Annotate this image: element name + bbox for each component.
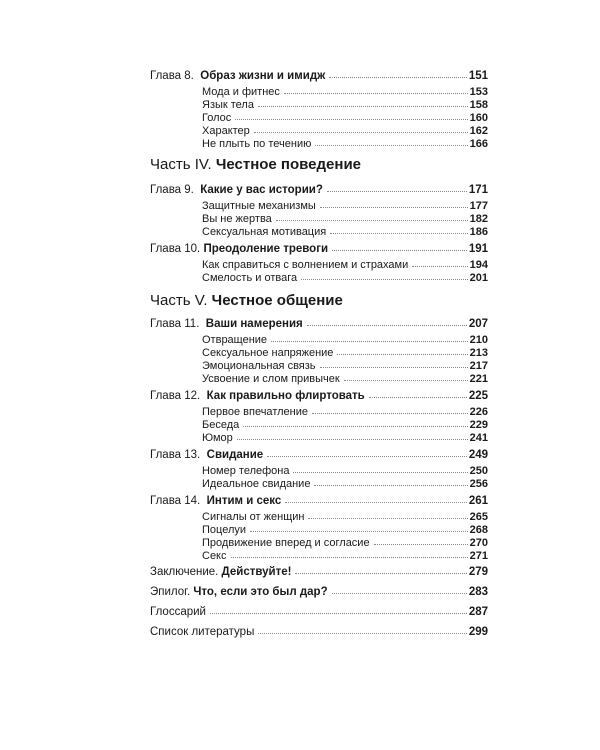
toc-chapter-8[interactable]: [150, 70, 488, 83]
page-number: 213: [469, 347, 488, 359]
toc-subsection[interactable]: [150, 125, 488, 138]
page-number: 279: [468, 566, 488, 578]
leader-dots: [258, 632, 466, 634]
page-number: 160: [469, 112, 488, 124]
page-number: 210: [469, 334, 488, 346]
toc-subsection[interactable]: [150, 360, 488, 373]
leader-dots: [332, 249, 467, 251]
subsection-label: Продвижение вперед и согласие: [202, 537, 370, 549]
leader-dots: [374, 543, 468, 545]
part-title: Честное общение: [211, 292, 343, 309]
page-number: 241: [469, 432, 488, 444]
toc-subsection[interactable]: [150, 419, 488, 432]
toc-subsection[interactable]: [150, 478, 488, 491]
leader-dots: [412, 265, 467, 267]
leader-dots: [301, 278, 468, 280]
page-number: 191: [468, 243, 488, 255]
leader-dots: [258, 105, 468, 107]
leader-dots: [271, 340, 468, 342]
page-number: 225: [468, 390, 488, 402]
leader-dots: [312, 412, 468, 414]
toc-subsection[interactable]: [150, 373, 488, 386]
leader-dots: [307, 324, 467, 326]
page-number: 249: [468, 449, 488, 461]
page-number: 268: [469, 524, 488, 536]
leader-dots: [295, 572, 466, 574]
page-number: 287: [468, 606, 488, 618]
chapter-title: Преодоление тревоги: [203, 243, 329, 255]
toc-conclusion[interactable]: [150, 566, 488, 579]
leader-dots: [332, 592, 467, 594]
page-number: 261: [468, 495, 488, 507]
toc-subsection[interactable]: [150, 226, 488, 239]
subsection-label: Первое впечатление: [202, 406, 308, 418]
subsection-label: Сексуальная мотивация: [202, 226, 327, 238]
leader-dots: [250, 530, 468, 532]
toc-subsection[interactable]: [150, 511, 488, 524]
leader-dots: [237, 438, 468, 440]
page-number: 265: [469, 511, 488, 523]
section-prefix: Заключение.: [150, 566, 219, 578]
page-number: 171: [468, 184, 488, 196]
page-number: 177: [469, 200, 488, 212]
toc-subsection[interactable]: [150, 213, 488, 226]
page-number: 201: [469, 272, 488, 284]
leader-dots: [315, 144, 467, 146]
page-number: 299: [468, 626, 488, 638]
leader-dots: [231, 556, 468, 558]
page-number: 270: [469, 537, 488, 549]
toc-chapter-11[interactable]: [150, 318, 488, 331]
toc-part-5[interactable]: [150, 292, 343, 309]
subsection-label: Смелость и отвага: [202, 272, 298, 284]
page-number: 283: [468, 586, 488, 598]
chapter-prefix: Глава 12.: [150, 390, 201, 402]
toc-chapter-14[interactable]: [150, 495, 488, 508]
section-label: Глоссарий: [150, 606, 206, 618]
toc-chapter-13[interactable]: [150, 449, 488, 462]
page-number: 256: [469, 478, 488, 490]
page-number: 221: [469, 373, 488, 385]
page-number: 162: [469, 125, 488, 137]
page-number: 186: [469, 226, 488, 238]
toc-subsection[interactable]: [150, 334, 488, 347]
toc-subsection[interactable]: [150, 406, 488, 419]
page-number: 217: [469, 360, 488, 372]
toc-subsection[interactable]: [150, 86, 488, 99]
page-number: 250: [469, 465, 488, 477]
chapter-prefix: Глава 9.: [150, 184, 194, 196]
leader-dots: [284, 92, 468, 94]
subsection-label: Как справиться с волнением и страхами: [202, 259, 409, 271]
toc-part-4[interactable]: [150, 156, 361, 173]
leader-dots: [337, 353, 467, 355]
subsection-label: Не плыть по течению: [202, 138, 312, 150]
leader-dots: [314, 484, 467, 486]
page-number: 229: [469, 419, 488, 431]
page-number: 182: [469, 213, 488, 225]
subsection-label: Характер: [202, 125, 250, 137]
part-prefix: Часть V.: [150, 292, 208, 309]
chapter-title: Ваши намерения: [205, 318, 303, 330]
subsection-label: Сексуальное напряжение: [202, 347, 334, 359]
page-number: 151: [468, 70, 488, 82]
part-prefix: Часть IV.: [150, 156, 212, 173]
page-number: 194: [469, 259, 488, 271]
subsection-label: Мода и фитнес: [202, 86, 280, 98]
toc-chapter-10[interactable]: [150, 243, 488, 256]
subsection-label: Сигналы от женщин: [202, 511, 305, 523]
subsection-label: Язык тела: [202, 99, 254, 111]
chapter-title: Интим и секс: [206, 495, 282, 507]
chapter-title: Образ жизни и имидж: [200, 70, 326, 82]
subsection-label: Юмор: [202, 432, 233, 444]
subsection-label: Отвращение: [202, 334, 268, 346]
chapter-prefix: Глава 14.: [150, 495, 201, 507]
chapter-prefix: Глава 10.: [150, 243, 201, 255]
subsection-label: Поцелуи: [202, 524, 247, 536]
leader-dots: [320, 366, 468, 368]
toc-bibliography[interactable]: [150, 626, 488, 639]
leader-dots: [243, 425, 467, 427]
leader-dots: [276, 219, 468, 221]
toc-glossary[interactable]: [150, 606, 488, 619]
toc-subsection[interactable]: [150, 465, 488, 478]
chapter-title: Как правильно флиртовать: [206, 390, 365, 402]
toc-subsection[interactable]: [150, 432, 488, 445]
subsection-label: Идеальное свидание: [202, 478, 311, 490]
section-title: Действуйте!: [221, 566, 292, 578]
leader-dots: [344, 379, 468, 381]
leader-dots: [293, 471, 467, 473]
toc-subsection[interactable]: [150, 138, 488, 151]
part-title: Честное поведение: [215, 156, 362, 173]
subsection-label: Номер телефона: [202, 465, 290, 477]
page-number: 207: [468, 318, 488, 330]
toc-subsection[interactable]: [150, 99, 488, 112]
leader-dots: [210, 612, 467, 614]
subsection-label: Защитные механизмы: [202, 200, 316, 212]
subsection-label: Голос: [202, 112, 232, 124]
page-number: 153: [469, 86, 488, 98]
page-number: 226: [469, 406, 488, 418]
toc-subsection[interactable]: [150, 550, 488, 563]
toc-epilogue[interactable]: [150, 586, 488, 599]
toc-chapter-9[interactable]: [150, 184, 488, 197]
leader-dots: [327, 190, 467, 192]
leader-dots: [330, 232, 467, 234]
toc-subsection[interactable]: [150, 112, 488, 125]
leader-dots: [254, 131, 468, 133]
subsection-label: Беседа: [202, 419, 240, 431]
leader-dots: [329, 76, 467, 78]
page-number: 271: [469, 550, 488, 562]
toc-subsection[interactable]: [150, 347, 488, 360]
chapter-prefix: Глава 11.: [150, 318, 200, 330]
subsection-label: Вы не жертва: [202, 213, 272, 225]
toc-subsection[interactable]: [150, 200, 488, 213]
subsection-label: Эмоциональная связь: [202, 360, 316, 372]
leader-dots: [285, 501, 467, 503]
toc-subsection[interactable]: [150, 259, 488, 272]
chapter-prefix: Глава 8.: [150, 70, 194, 82]
leader-dots: [235, 118, 467, 120]
leader-dots: [308, 517, 467, 519]
leader-dots: [369, 396, 467, 398]
chapter-title: Свидание: [206, 449, 264, 461]
page-number: 158: [469, 99, 488, 111]
toc-subsection[interactable]: [150, 537, 488, 550]
leader-dots: [267, 455, 467, 457]
subsection-label: Секс: [202, 550, 227, 562]
toc-chapter-12[interactable]: [150, 390, 488, 403]
toc-subsection[interactable]: [150, 524, 488, 537]
page-number: 166: [469, 138, 488, 150]
section-label: Список литературы: [150, 626, 255, 638]
subsection-label: Усвоение и слом привычек: [202, 373, 340, 385]
chapter-prefix: Глава 13.: [150, 449, 201, 461]
toc-subsection[interactable]: [150, 272, 488, 285]
leader-dots: [320, 206, 468, 208]
section-prefix: Эпилог.: [150, 586, 191, 598]
section-title: Что, если это был дар?: [193, 586, 328, 598]
chapter-title: Какие у вас истории?: [200, 184, 323, 196]
